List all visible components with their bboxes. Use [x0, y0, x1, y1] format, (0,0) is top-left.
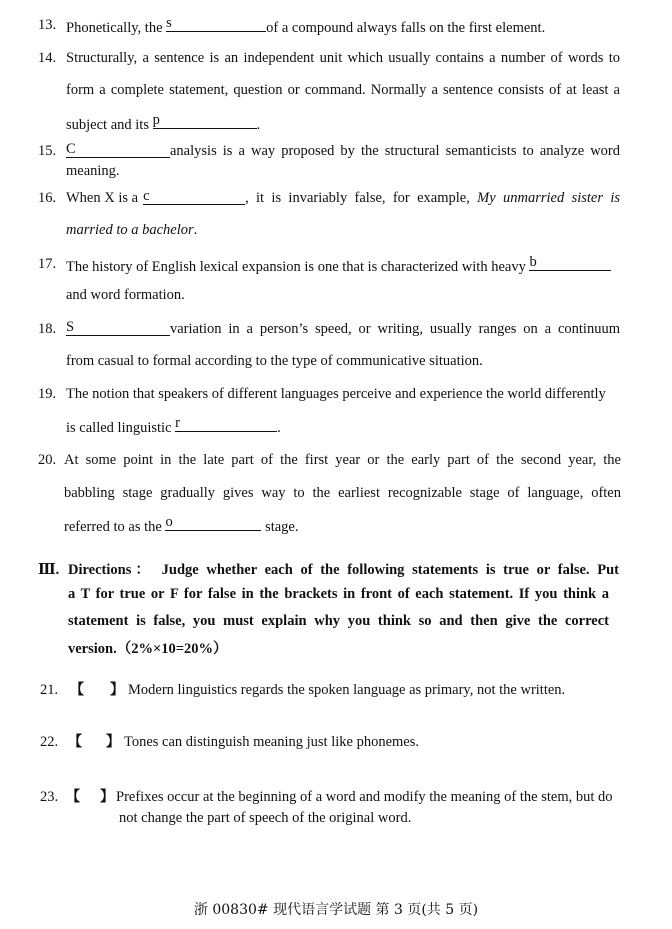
blank-hint-letter: S	[66, 319, 75, 335]
question-18-line-2: from casual to formal according to the type of communicative situation.	[66, 353, 483, 369]
question-number: 15.	[38, 143, 57, 159]
blank-hint-letter: p	[152, 112, 160, 128]
example-sentence: married to a bachelor	[66, 222, 194, 238]
statement-22: Tones can distinguish meaning just like phonemes.	[124, 734, 419, 750]
question-20-line-1: At some point in the late part of the first year or the early part of the second year, the	[64, 452, 621, 468]
question-text: The history of English lexical expansion is one that is characterized with heavy	[66, 259, 526, 275]
statement-23-line-2: not change the part of speech of the original word.	[119, 810, 412, 826]
question-text: variation in a person’s speed, or writing, usually ranges on a continuum	[170, 321, 620, 337]
question-17-line-2: and word formation.	[66, 287, 185, 303]
question-number: 20.	[38, 452, 57, 468]
question-18-line-1	[66, 320, 620, 338]
question-number: 18.	[38, 321, 57, 337]
fill-blank[interactable]	[66, 142, 170, 158]
question-text: analysis is a way proposed by the structural semanticists to analyze word	[170, 143, 620, 159]
question-text: referred to as the	[64, 519, 162, 535]
question-20-line-3	[64, 515, 299, 536]
question-text: subject and its	[66, 117, 149, 133]
fill-blank[interactable]	[153, 113, 257, 129]
section-roman-numeral: Ⅲ.	[38, 562, 60, 578]
blank-hint-letter: C	[66, 141, 76, 157]
question-number: 21.	[40, 682, 59, 698]
fill-blank[interactable]	[529, 255, 611, 271]
question-text: .	[277, 420, 281, 436]
question-13	[66, 16, 545, 37]
question-text: stage.	[265, 519, 299, 535]
question-16-line-1	[66, 189, 620, 207]
blank-hint-letter: r	[175, 415, 180, 431]
directions-line-1: Directions： Judge whether each of the following statements is true or false. Put	[68, 562, 619, 578]
question-14-line-1: Structurally, a sentence is an independent unit which usually contains a number of words to	[66, 50, 620, 66]
fill-blank[interactable]	[66, 320, 170, 336]
question-number: 22.	[40, 734, 59, 750]
blank-hint-letter: b	[529, 254, 537, 270]
question-19-line-1: The notion that speakers of different languages perceive and experience the world differently	[66, 386, 606, 402]
question-text: , it is invariably false, for example, My unmarried sister is	[245, 190, 620, 206]
question-14-line-3	[66, 113, 260, 134]
question-text: When X is a	[66, 190, 139, 206]
blank-hint-letter: s	[166, 15, 172, 31]
directions-line-4: version.（2%×10=20%）	[68, 641, 228, 657]
question-text: Phonetically, the	[66, 20, 163, 36]
page-footer: 浙 00830# 现代语言学试题 第 3 页(共 5 页)	[193, 902, 479, 918]
question-16-line-2: married to a bachelor.	[66, 222, 198, 238]
question-number: 23.	[40, 789, 59, 805]
question-14-line-2: form a complete statement, question or command. Normally a sentence consists of at least a	[66, 82, 620, 98]
fill-blank[interactable]	[175, 416, 277, 432]
question-text: is called linguistic	[66, 420, 172, 436]
fill-blank[interactable]	[166, 16, 266, 32]
question-17-line-1	[66, 255, 611, 276]
answer-bracket-close: 】	[106, 734, 120, 750]
question-15-line-2: meaning.	[66, 163, 120, 179]
statement-21: Modern linguistics regards the spoken language as primary, not the written.	[128, 682, 566, 698]
directions-line-3: statement is false, you must explain why you think so and then give the correct	[68, 613, 609, 629]
answer-bracket-close: 】	[100, 789, 114, 805]
directions-line-2: a T for true or F for false in the brackets in front of each statement. If you think a	[68, 586, 609, 602]
question-number: 16.	[38, 190, 57, 206]
answer-bracket-open[interactable]: 【	[68, 734, 82, 750]
answer-bracket-open[interactable]: 【	[66, 789, 80, 805]
fill-blank[interactable]	[165, 515, 261, 531]
question-number: 19.	[38, 386, 57, 402]
question-15-line-1	[66, 142, 620, 160]
question-19-line-2	[66, 416, 281, 437]
blank-hint-letter: c	[143, 188, 150, 204]
answer-bracket-close: 】	[110, 682, 124, 698]
answer-bracket-open[interactable]: 【	[70, 682, 84, 698]
question-number: 13.	[38, 17, 57, 33]
blank-hint-letter: o	[165, 514, 173, 530]
statement-23-line-1: Prefixes occur at the beginning of a word and modify the meaning of the stem, but do	[116, 789, 613, 805]
question-20-line-2: babbling stage gradually gives way to the earliest recognizable stage of language, often	[64, 485, 621, 501]
question-number: 17.	[38, 256, 57, 272]
question-text: of a compound always falls on the first element.	[266, 20, 546, 36]
question-number: 14.	[38, 50, 57, 66]
question-text: .	[256, 117, 261, 133]
fill-blank[interactable]	[143, 189, 245, 205]
